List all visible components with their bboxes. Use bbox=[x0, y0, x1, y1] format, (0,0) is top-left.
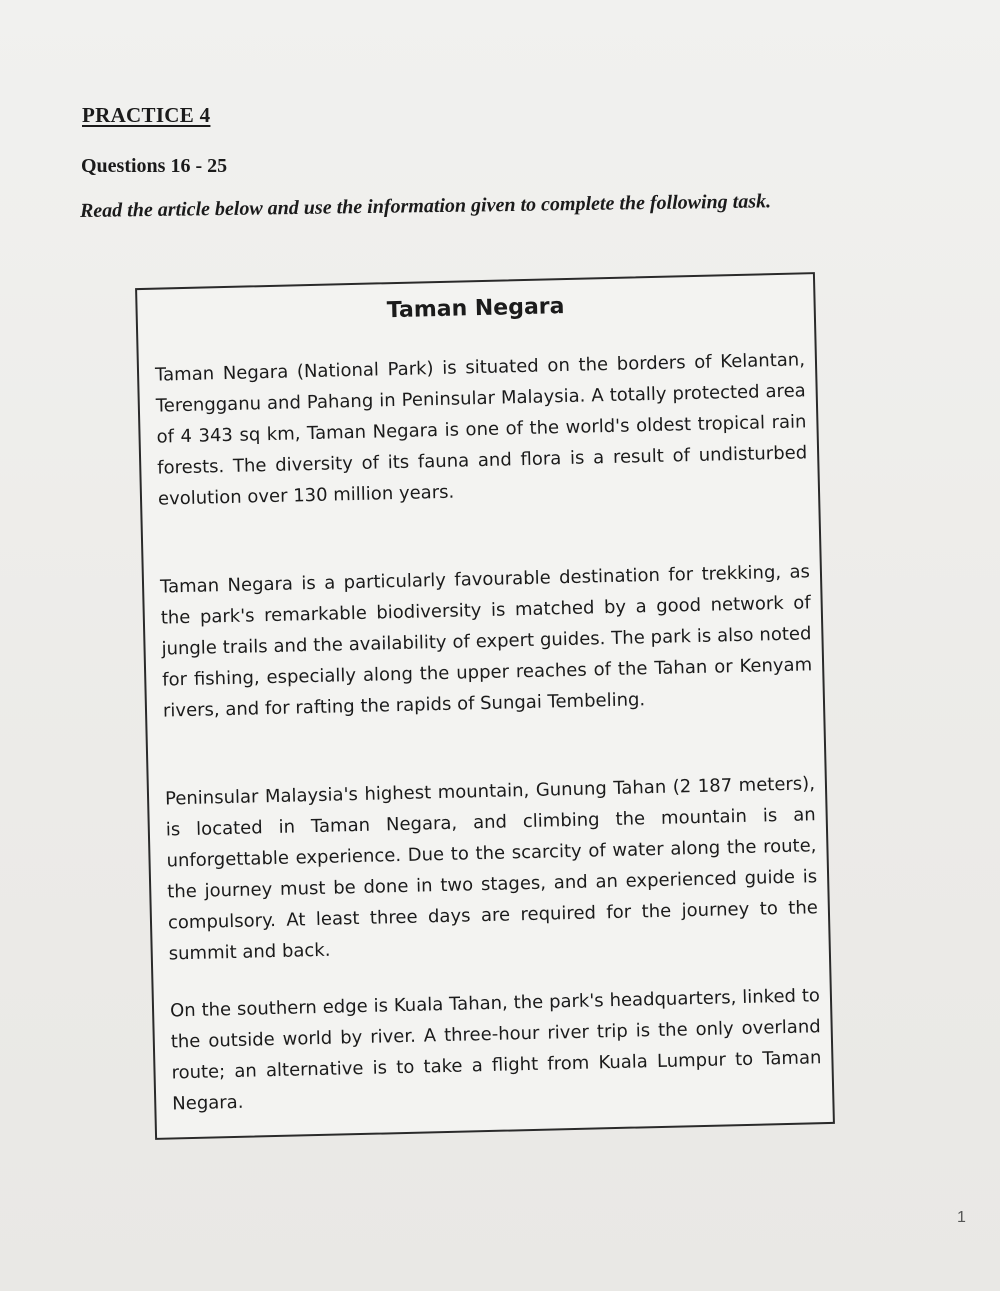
article-paragraph-4: On the southern edge is Kuala Tahan, the park's headquarters, linked to the outside world by river. A three-hour river trip is the only overland route; an alternative is to take a flight from Kuala Lumpur to Taman Negara. bbox=[169, 985, 822, 1115]
article-box bbox=[135, 272, 835, 1140]
article-paragraph-1: Taman Negara (National Park) is situated on the borders of Kelantan, Terengganu and Pahang in Peninsular Malaysia. A totally protected area of 4 343 sq km, Taman Negara is one of the world's oldest tropical rain forests. The diversity of its fauna and flora is a result of undisturbed evolution over 130 million years. bbox=[154, 349, 808, 510]
article-title: Taman Negara bbox=[386, 294, 565, 324]
article-paragraph-3: Peninsular Malaysia's highest mountain, Gunung Tahan (2 187 meters), is located in Taman Negara, and climbing the mountain is an unforgettable experience. Due to the scarcity of water along the route, the journey must be done in two stages, and an experienced guide is compulsory. At least three days are required for the journey to the summit and back. bbox=[164, 773, 819, 965]
practice-title: PRACTICE 4 bbox=[82, 103, 211, 127]
questions-heading: Questions 16 - 25 bbox=[81, 155, 228, 177]
instruction-text: Read the article below and use the information given to complete the following task. bbox=[79, 190, 772, 222]
article-paragraph-2: Taman Negara is a particularly favourable destination for trekking, as the park's remarkable biodiversity is matched by a good network of jungle trails and the availability of expert guides. The park is also noted for fishing, especially along the upper reaches of the Tahan or Kenyam rivers, and for rafting the rapids of Sungai Tembeling. bbox=[159, 561, 813, 722]
page-number: 1 bbox=[957, 1209, 966, 1226]
